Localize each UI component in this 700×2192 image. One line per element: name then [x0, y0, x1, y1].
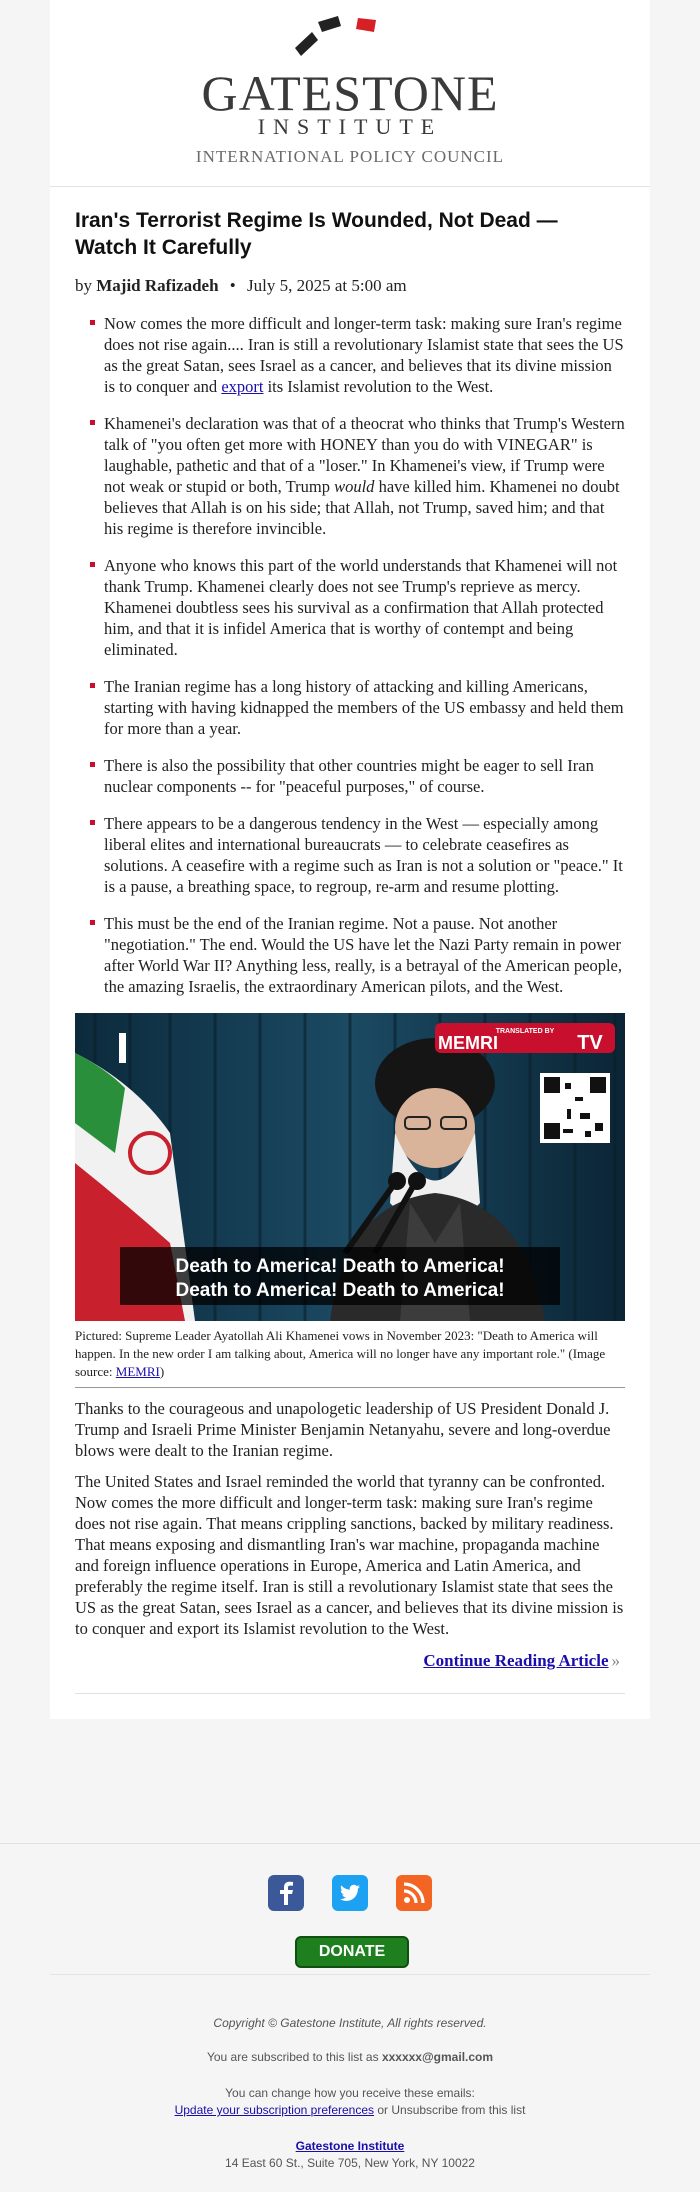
- preferences-line: [0, 2103, 700, 2117]
- caption-end: ): [159, 1364, 165, 1379]
- update-preferences-link[interactable]: Update your subscription preferences: [174, 2103, 375, 2117]
- badge-top-text: TRANSLATED BY: [495, 1028, 555, 1035]
- summary-bullets: [75, 313, 625, 997]
- social-icons: [0, 1875, 700, 1911]
- email-card: [50, 0, 650, 1719]
- bullet-text: There appears to be a dangerous tendency in the West — especially among liberal elites and international bureaucrats — to celebrate ceasefires as solutions. A ceasefire with a regime such as Iran is not a solution or "peace." It is a pause, a breathing space, to regroup, re-arm and resume plotting.: [104, 814, 623, 896]
- body-paragraph: The United States and Israel reminded the world that tyranny can be confronted. Now comes the more difficult and longer-term task: making sure Iran's regime does not rise again. That means crippling sanctions, backed by military readiness. That means exposing and dismantling Iran's war machine, propaganda machine and foreign influence operations in Europe, America and Latin America, and preferably the regime itself. Iran is still a revolutionary Islamist state that sees the US as the great Satan, sees Israel as a cancer, and believes that its divine mission is to conquer and export its Islamist revolution to the West.: [75, 1472, 624, 1638]
- divider: [50, 1974, 650, 1975]
- bullet-marker: [90, 820, 95, 825]
- org-name-link[interactable]: Gatestone Institute: [295, 2139, 405, 2153]
- bullet-item: [90, 913, 625, 997]
- by-label: by: [75, 276, 92, 295]
- logo-sub-text: INSTITUTE: [257, 114, 443, 139]
- subscription-note: [0, 2050, 700, 2064]
- player-mark: [119, 1033, 126, 1063]
- twitter-icon[interactable]: [332, 1875, 368, 1911]
- logo-main-text: GATESTONE: [201, 65, 499, 121]
- byline-separator: •: [229, 276, 236, 295]
- bullet-text: There is also the possibility that other countries might be eager to sell Iran nuclear components -- for "peaceful purposes," of course.: [104, 756, 594, 796]
- bullet-emphasis: would: [334, 477, 375, 496]
- gatestone-logo: [50, 0, 650, 186]
- subscriber-email: xxxxxx@gmail.com: [381, 2050, 494, 2064]
- bullet-item: [90, 413, 625, 539]
- article: [50, 187, 650, 1719]
- org-line: [0, 2139, 700, 2153]
- bullet-item: [90, 555, 625, 660]
- bullet-text: have killed him. Khamenei no doubt believes that Allah is on his side; that Allah, not Trump, saved him; and that his regime is therefore invincible.: [104, 477, 620, 538]
- copyright-text: Copyright © Gatestone Institute, All rights reserved.: [213, 2016, 487, 2030]
- badge-brand: MEMRI: [438, 1033, 498, 1053]
- chevron-right-icon: »: [611, 1651, 620, 1670]
- continue-reading-link[interactable]: Continue Reading Article: [423, 1651, 609, 1670]
- photo-illustration: [75, 1013, 625, 1321]
- logo-tagline: INTERNATIONAL POLICY COUNCIL: [195, 147, 505, 166]
- bullet-marker: [90, 920, 95, 925]
- footer: [0, 1843, 700, 2192]
- bullet-item: [90, 813, 625, 897]
- photo-caption: [75, 1321, 625, 1388]
- article-date: July 5, 2025 at 5:00 am: [247, 276, 407, 295]
- change-preferences-text: You can change how you receive these emails:: [225, 2086, 475, 2100]
- badge-tv: TV: [577, 1032, 603, 1054]
- facebook-icon[interactable]: [268, 1875, 304, 1911]
- subtitle-line: Death to America! Death to America!: [175, 1256, 505, 1277]
- bullet-item: [90, 755, 625, 797]
- author-name[interactable]: Majid Rafizadeh: [96, 276, 219, 295]
- subtitle-line: Death to America! Death to America!: [175, 1280, 505, 1301]
- continue-reading: [75, 1651, 620, 1671]
- bullet-marker: [90, 562, 95, 567]
- bullet-item: [90, 676, 625, 739]
- bullet-text: Anyone who knows this part of the world understands that Khamenei will not thank Trump. Khamenei clearly does not see Trump's reprieve as mercy. Khamenei doubtless sees his survival as a confirmation that Allah protected him, and that it is infidel America that is worthy of contempt and being eliminated.: [104, 556, 618, 659]
- rss-icon[interactable]: [396, 1875, 432, 1911]
- org-address: 14 East 60 St., Suite 705, New York, NY 10022: [225, 2156, 475, 2170]
- donate-button[interactable]: DONATE: [295, 1936, 409, 1968]
- article-photo[interactable]: [75, 1013, 625, 1321]
- logo-header[interactable]: [50, 0, 650, 187]
- bullet-text: This must be the end of the Iranian regime. Not a pause. Not another "negotiation." The end. Would the US have let the Nazi Party remain in power after World War II? Anything less, really, is a betrayal of the American people, the amazing Israelis, the extraordinary American pilots, and the West.: [104, 914, 622, 996]
- bullet-item: [90, 313, 625, 397]
- bullet-text: Now comes the more difficult and longer-term task: making sure Iran's regime does not rise again.... Iran is still a revolutionary Islamist state that sees the US as the great Satan, sees Israel as a cancer, and believes that its divine mission is to conquer and: [104, 314, 624, 396]
- byline: [75, 275, 625, 297]
- logo-arc-segment: [318, 16, 341, 32]
- bullet-text: The Iranian regime has a long history of attacking and killing Americans, starting with having kidnapped the members of the US embassy and held them for more than a year.: [104, 677, 624, 738]
- memri-link[interactable]: MEMRI: [115, 1364, 160, 1379]
- bullet-text: its Islamist revolution to the West.: [263, 377, 494, 396]
- article-title[interactable]: Iran's Terrorist Regime Is Wounded, Not Dead — Watch It Carefully: [75, 209, 558, 259]
- caption-text: Pictured: Supreme Leader Ayatollah Ali Khamenei vows in November 2023: "Death to America will happen. In the new order I am talking about, America will no longer have any important role." (Image source:: [75, 1328, 606, 1379]
- bullet-text: Khamenei's declaration was that of a theocrat who thinks that Trump's Western talk of "you often get more with HONEY than you do with VINEGAR" is laughable, pathetic and that of a "loser." In Khamenei's view, if Trump were not weak or stupid or both, Trump: [104, 414, 625, 496]
- subscription-text: You are subscribed to this list as: [206, 2050, 382, 2064]
- bullet-marker: [90, 420, 95, 425]
- logo-arc-segment-red: [356, 18, 376, 32]
- logo-arc-segment: [295, 32, 318, 56]
- bullet-marker: [90, 683, 95, 688]
- unsubscribe-text[interactable]: or Unsubscribe from this list: [374, 2103, 526, 2117]
- export-link[interactable]: export: [221, 377, 264, 396]
- bullet-marker: [90, 762, 95, 767]
- body-paragraph: Thanks to the courageous and unapologetic leadership of US President Donald J. Trump and Israeli Prime Minister Benjamin Netanyahu, severe and long-overdue blows were dealt to the Iranian regime.: [75, 1399, 611, 1460]
- bullet-marker: [90, 320, 95, 325]
